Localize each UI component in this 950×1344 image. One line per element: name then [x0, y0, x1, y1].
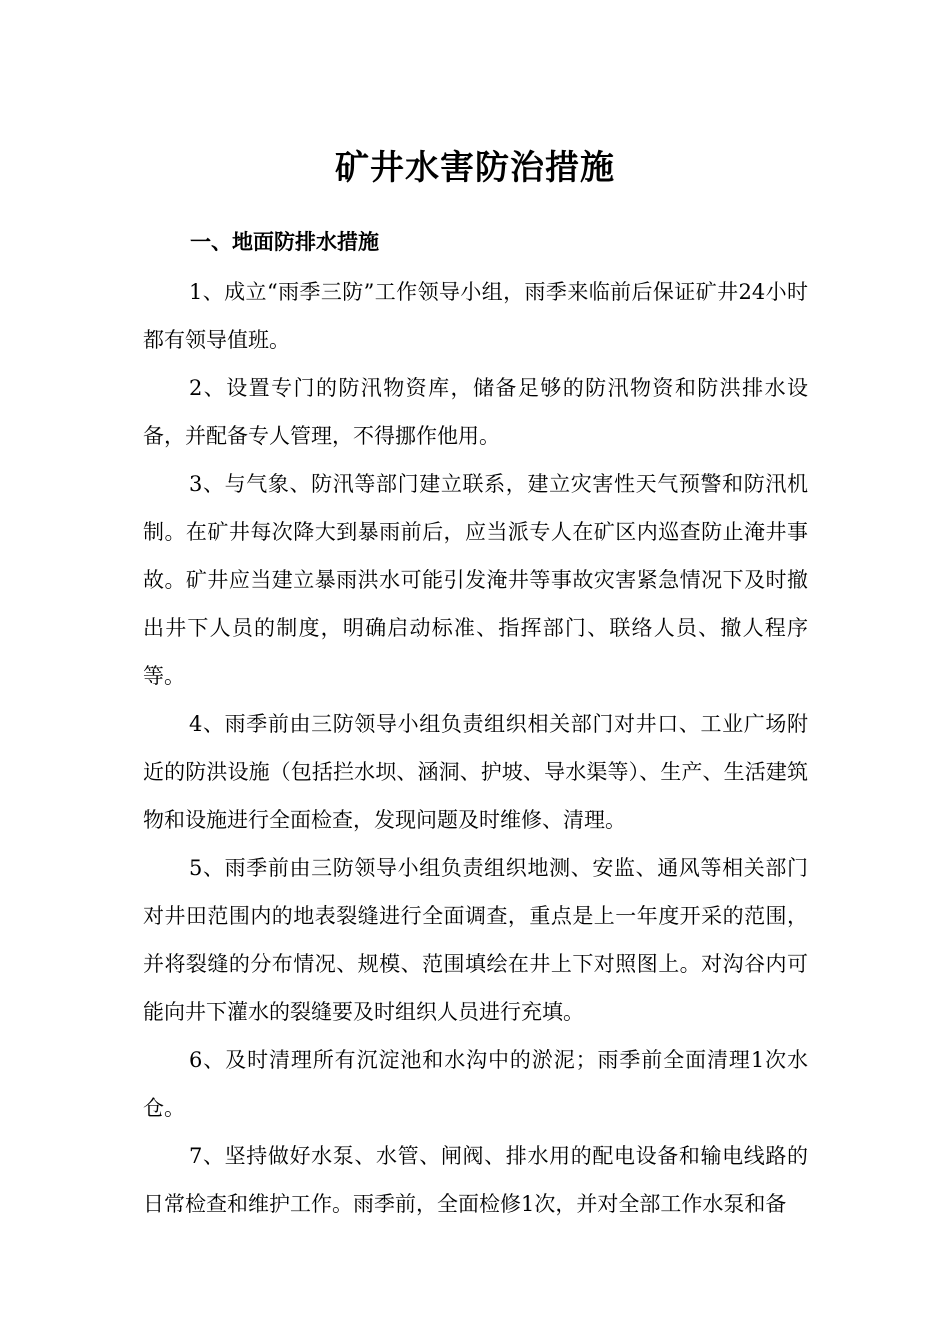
- body-text: [143, 268, 808, 1228]
- paragraph-1: 1、成立“雨季三防”工作领导小组，雨季来临前后保证矿井24小时都有领导值班。: [143, 280, 808, 352]
- paragraph-3: 3、与气象、防汛等部门建立联系，建立灾害性天气预警和防汛机制。在矿井每次降大到暴雨前后，应当派专人在矿区内巡查防止淹井事故。矿井应当建立暴雨洪水可能引发淹井等事故灾害紧急情况下及时撤出井下人员的制度，明确启动标准、指挥部门、联络人员、撤人程序等。: [143, 472, 808, 688]
- page-title: 矿井水害防治措施: [335, 148, 615, 188]
- paragraph-2: 2、设置专门的防汛物资库，储备足够的防汛物资和防洪排水设备，并配备专人管理，不得挪作他用。: [143, 376, 808, 448]
- paragraph-6: 6、及时清理所有沉淀池和水沟中的淤泥；雨季前全面清理1次水仓。: [143, 1048, 808, 1120]
- section-heading: 一、地面防排水措施: [190, 230, 379, 254]
- paragraph-7: 7、坚持做好水泵、水管、闸阀、排水用的配电设备和输电线路的日常检查和维护工作。雨季前，全面检修1次，并对全部工作水泵和备: [143, 1144, 808, 1216]
- paragraph-4: 4、雨季前由三防领导小组负责组织相关部门对井口、工业广场附近的防洪设施（包括拦水坝、涵洞、护坡、导水渠等）、生产、生活建筑物和设施进行全面检查，发现问题及时维修、清理。: [143, 712, 808, 832]
- paragraph-5: 5、雨季前由三防领导小组负责组织地测、安监、通风等相关部门对井田范围内的地表裂缝进行全面调查，重点是上一年度开采的范围，并将裂缝的分布情况、规模、范围填绘在井上下对照图上。对沟谷内可能向井下灌水的裂缝要及时组织人员进行充填。: [143, 856, 808, 1024]
